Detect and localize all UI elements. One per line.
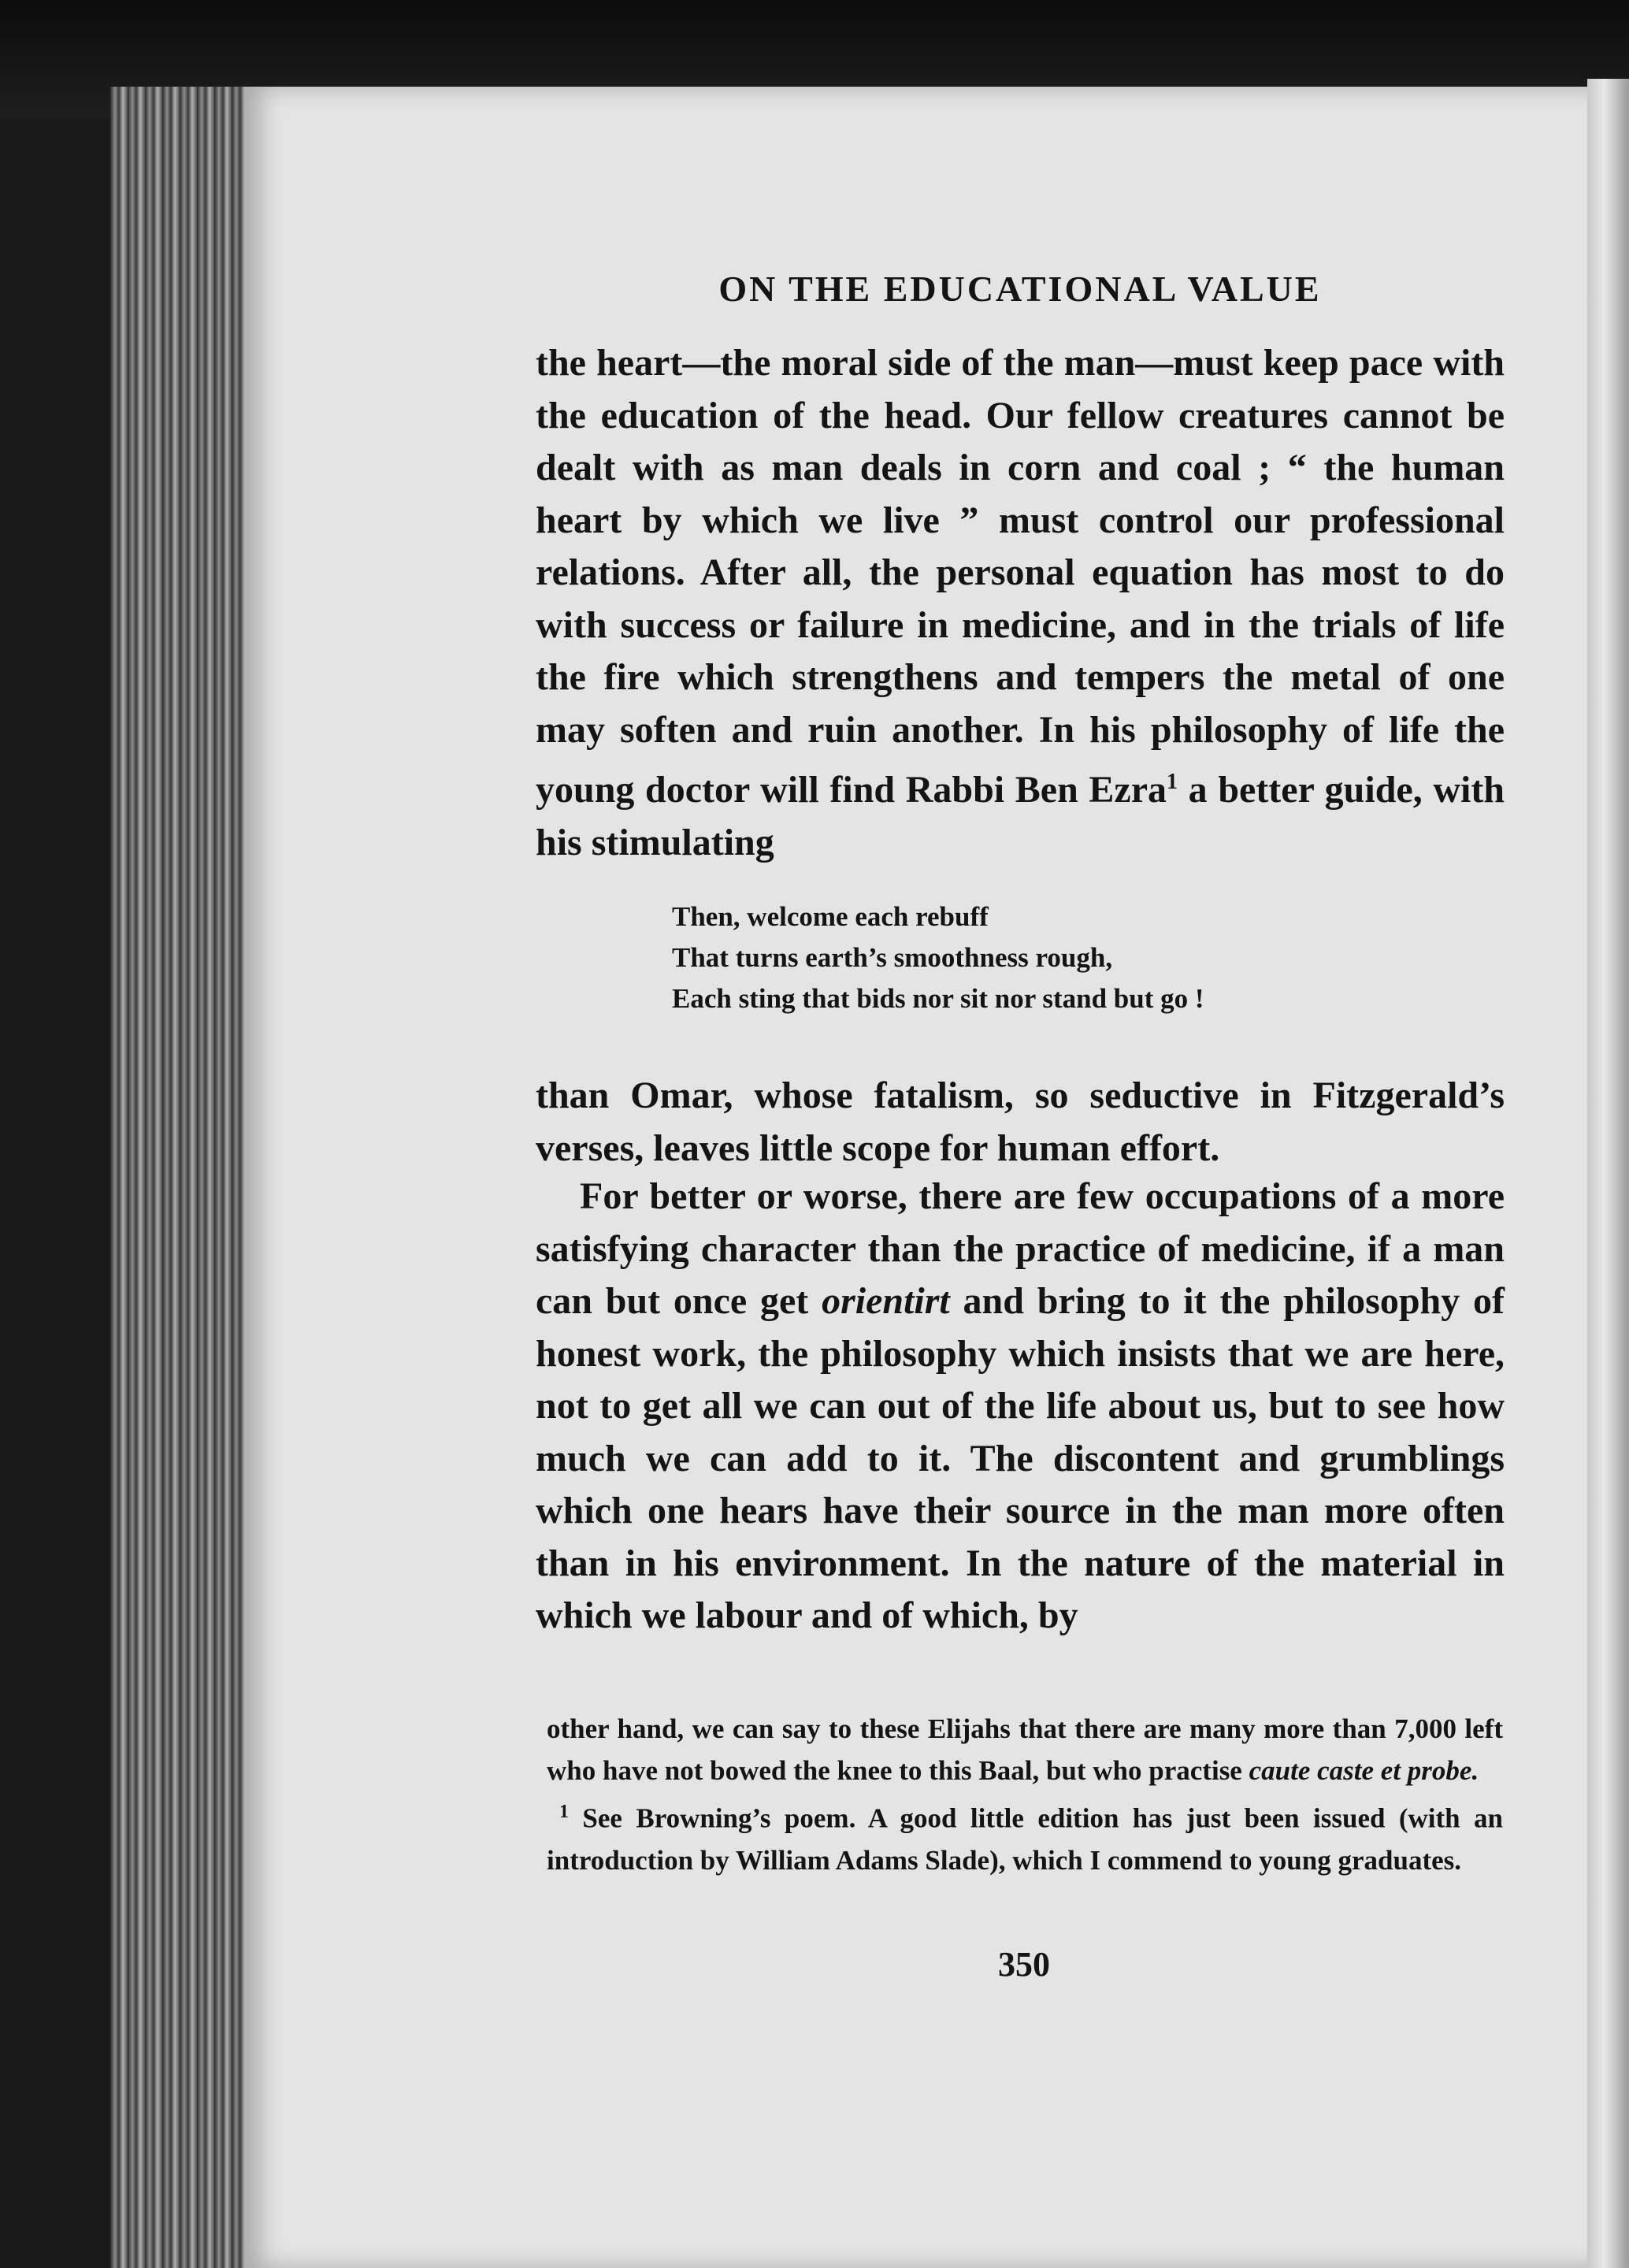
paragraph-3-text: For better or worse, there are few occupations of a more satisfying character than the practice of medicine, if a man can but once get xyxy=(536,1175,1505,1322)
footnote-continued xyxy=(547,1708,1503,1791)
verse-line: That turns earth’s smoothness rough, xyxy=(672,942,1113,973)
footnote-1 xyxy=(547,1791,1503,1881)
book-right-edge xyxy=(1587,79,1629,2268)
paragraph-1-text: the heart—the moral side of the man—must keep pace with the education of the head. Our fellow creatures cannot be dealt with as man deals in corn and coal ; “ the human heart by which we live ” must control our professional relations. After all, the personal equation has most to do with success or failure in medicine, and in the trials of life the fire which strengthens and tempers the metal of one may soften and ruin another. In his philosophy of life the young doctor will find Rabbi Ben Ezra xyxy=(536,342,1505,811)
paragraph-1-end: a better guide, with his stimulating xyxy=(536,769,1505,863)
paragraph-3-italic: orientirt xyxy=(822,1280,950,1322)
footnote-marker: 1 xyxy=(559,1802,569,1822)
paragraph-3 xyxy=(536,1171,1505,1643)
verse-line: Then, welcome each rebuff xyxy=(672,901,989,932)
verse-line: Each sting that bids nor sit nor stand but go ! xyxy=(672,983,1204,1014)
footnotes xyxy=(547,1708,1503,1881)
paragraph-2: than Omar, whose fatalism, so seductive in Fitzgerald’s verses, leaves little scope for human effort. xyxy=(536,1075,1505,1169)
footnote-continued-text: other hand, we can say to these Elijahs that there are many more than 7,000 left who have not bowed the knee to this Baal, but who practise xyxy=(547,1713,1503,1786)
paragraph-3-text-end: and bring to it the philosophy of honest work, the philosophy which insists that we are here, not to get all we can out of the life about us, but to see how much we can add to it. The discontent and grumblings which one hears have their source in the man more often than in his environment. In the nature of the material in which we labour and of which, by xyxy=(536,1280,1505,1636)
footnote-1-text: See Browning’s poem. A good little edition has just been issued (with an introduction by William Adams Slade), which I commend to young graduates. xyxy=(547,1802,1503,1876)
running-head: ON THE EDUCATIONAL VALUE xyxy=(718,269,1322,309)
footnote-reference: 1 xyxy=(1167,770,1178,794)
paragraph-1 xyxy=(536,337,1505,869)
verse-quote xyxy=(672,896,1381,1019)
page-number: 350 xyxy=(998,1945,1050,1984)
footnote-continued-italic: caute caste et probe. xyxy=(1249,1755,1479,1786)
